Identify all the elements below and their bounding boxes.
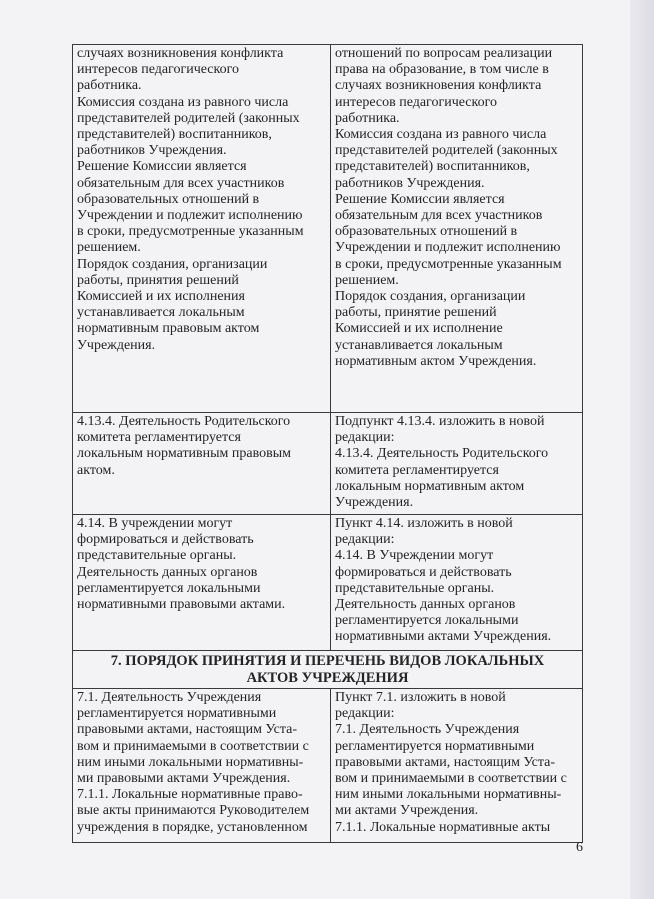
new-text: Пункт 4.14. изложить в новой редакции: 4.14. В Учреждении могут формироваться и действовать представительные органы. Деятельность данных органов регламентируется локальными нормативными актами Учреждения. [335, 516, 552, 645]
new-text-cell [331, 689, 583, 843]
amendments-table [72, 44, 583, 843]
table-row [73, 689, 583, 843]
section-heading [73, 651, 583, 689]
old-text-cell [73, 413, 331, 515]
old-text-cell [73, 45, 331, 413]
section-heading-row [73, 651, 583, 689]
new-text: отношений по вопросам реализации права на образование, в том числе в случаях возникновения конфликта интересов педагогического работника. Комиссия создана из равного числа представителей родителей (законных представителей) воспитанников, работников Учреждения. Решение Комиссии является обязательным для всех участников образовательных отношений в Учреждении и подлежит исполнению в сроки, предусмотренные указанным решением. Порядок создания, организации работы, принятие решений Комиссией и их исполнение устанавливается локальным нормативным актом Учреждения. [335, 46, 562, 369]
old-text: 4.14. В учреждении могут формироваться и действовать представительные органы. Деятельность данных органов регламентируется локальными нормативными правовыми актами. [77, 516, 286, 613]
table-row [73, 515, 583, 651]
new-text: Пункт 7.1. изложить в новой редакции: 7.1. Деятельность Учреждения регламентируется нормативными правовыми актами, настоящим Уста- вом и принимаемыми в соответствии с ним иными локальными нормативны- ми актами Учреждения. 7.1.1. Локальные нормативные акты [335, 690, 567, 835]
old-text: 4.13.4. Деятельность Родительского комитета регламентируется локальным нормативным правовым актом. [77, 414, 292, 478]
old-text: случаях возникновения конфликта интересов педагогического работника. Комиссия создана из равного числа представителей родителей (законных представителей) воспитанников, работников Учреждения. Решение Комиссии является обязательным для всех участников образовательных отношений в Учреждении и подлежит исполнению в сроки, предусмотренные указанным решением. Порядок создания, организации работы, принятия решений Комиссией и их исполнения устанавливается локальным нормативным правовым актом Учреждения. [77, 46, 304, 353]
section-heading-text: 7. ПОРЯДОК ПРИНЯТИЯ И ПЕРЕЧЕНЬ ВИДОВ ЛОКАЛЬНЫХ АКТОВ УЧРЕЖДЕНИЯ [110, 653, 545, 686]
old-text-cell [73, 689, 331, 843]
new-text-cell [331, 413, 583, 515]
new-text-cell [331, 515, 583, 651]
new-text-cell [331, 45, 583, 413]
table-row [73, 413, 583, 515]
new-text: Подпункт 4.13.4. изложить в новой редакции: 4.13.4. Деятельность Родительского комитета регламентируется локальным нормативным актом Учреждения. [335, 414, 549, 511]
table-row [73, 45, 583, 413]
old-text-cell [73, 515, 331, 651]
old-text: 7.1. Деятельность Учреждения регламентируется нормативными правовыми актами, настоящим Уста- вом и принимаемыми в соответствии с ним иными локальными нормативны- ми правовыми актами Учреждения. 7.1.1. Локальные нормативные право- вые акты принимаются Руководителем учреждения в порядке, установленном [77, 690, 310, 835]
page-number: 6 [576, 840, 583, 855]
page-edge-shadow [630, 0, 654, 899]
